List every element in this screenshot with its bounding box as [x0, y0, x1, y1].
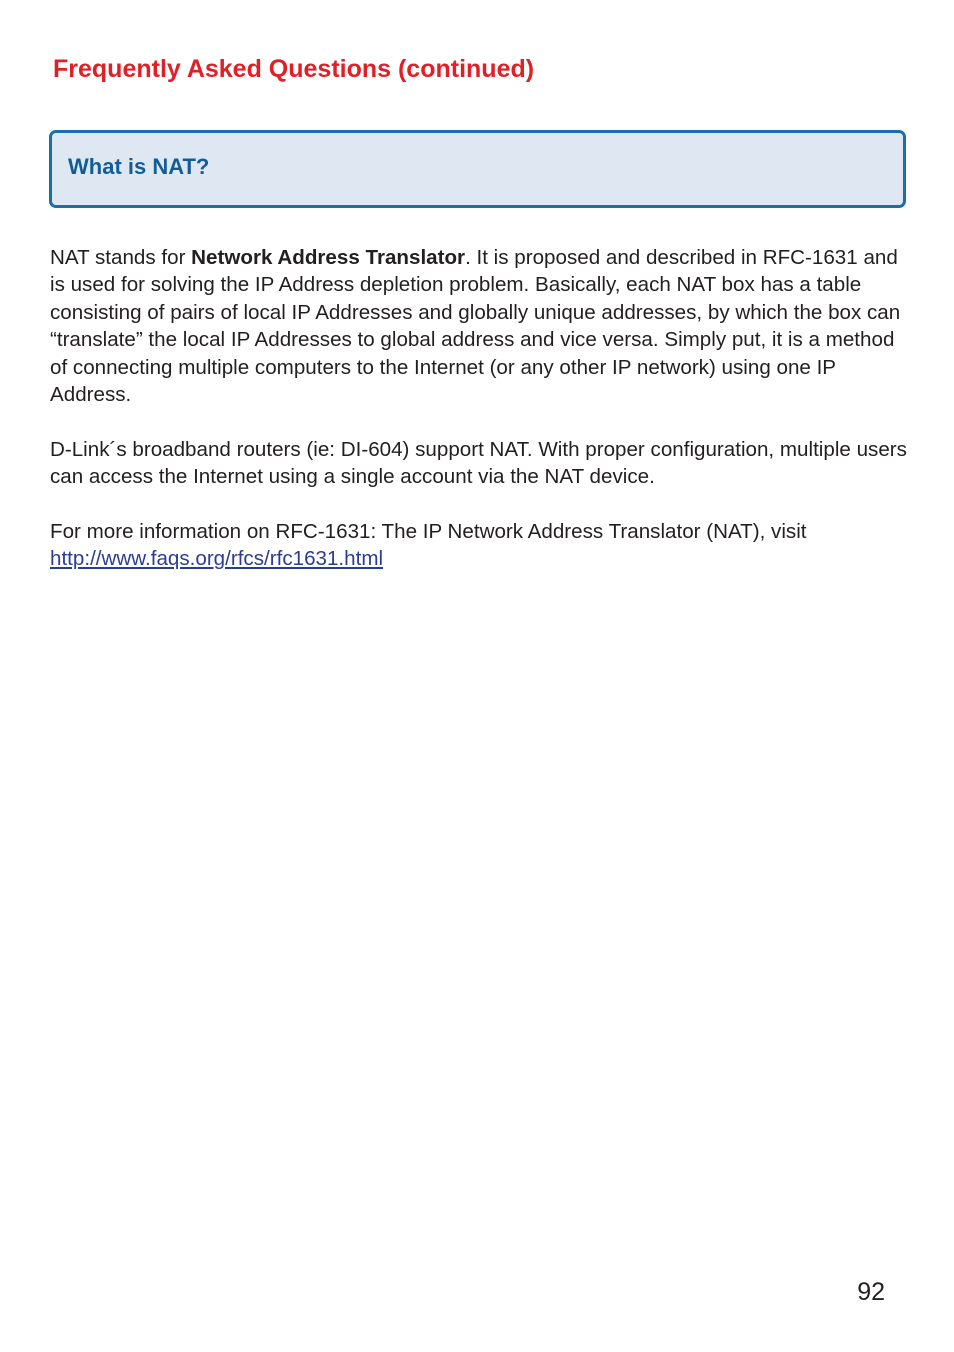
- bold-term: Network Address Translator: [191, 246, 466, 269]
- paragraph-dlink-support: D-Link´s broadband routers (ie: DI-604) support NAT. With proper configuration, multiple users can access the Internet using a single account via the NAT device.: [50, 437, 907, 489]
- paragraph-text: NAT stands for: [50, 246, 192, 269]
- rfc-link[interactable]: http://www.faqs.org/rfcs/rfc1631.html: [50, 547, 384, 571]
- question-box: [49, 130, 906, 208]
- answer-body: [50, 244, 910, 600]
- paragraph-nat-definition: [50, 244, 910, 408]
- paragraph-more-info: [50, 518, 910, 573]
- paragraph-text: . It is proposed and described in RFC-1631 and is used for solving the IP Address depletion problem. Basically, each NAT box has a table consisting of pairs of local IP Addresses and globally unique addresses, by which the box can “translate” the local IP Addresses to global address and vice versa. Simply put, it is a method of connecting multiple computers to the Internet (or any other IP network) using one IP Address.: [50, 246, 901, 407]
- paragraph-text: For more information on RFC-1631: The IP Network Address Translator (NAT), visit: [50, 520, 807, 544]
- page-number: 92: [857, 1278, 885, 1306]
- page-title: Frequently Asked Questions (continued): [53, 55, 535, 83]
- question-title: What is NAT?: [68, 154, 210, 179]
